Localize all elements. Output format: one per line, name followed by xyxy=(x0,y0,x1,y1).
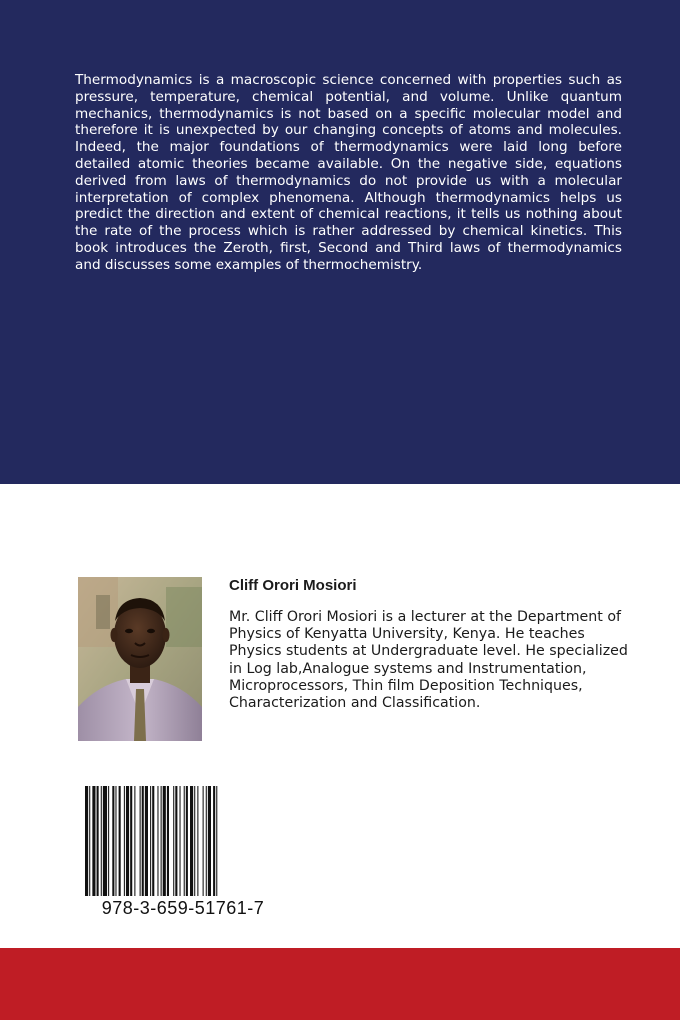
barcode-bar xyxy=(119,786,121,896)
barcode-bar xyxy=(92,786,95,896)
author-photo xyxy=(78,577,202,741)
barcode-bar xyxy=(197,786,198,896)
barcode-bar xyxy=(101,786,102,896)
barcode-bar xyxy=(186,786,188,896)
barcode xyxy=(72,778,294,926)
barcode-bar xyxy=(152,786,154,896)
author-portrait-image xyxy=(78,577,202,741)
barcode-bar xyxy=(89,786,90,896)
barcode-bar xyxy=(97,786,99,896)
barcode-bar xyxy=(161,786,162,896)
barcode-bar xyxy=(216,786,217,896)
barcode-bar xyxy=(184,786,185,896)
barcode-bar xyxy=(194,786,195,896)
barcode-bar xyxy=(190,786,193,896)
barcode-bar xyxy=(115,786,116,896)
barcode-bar xyxy=(126,786,129,896)
bottom-color-band xyxy=(0,948,680,1020)
isbn-number: 978-3-659-51761-7 xyxy=(101,898,265,918)
author-name: Cliff Orori Mosiori xyxy=(229,577,357,594)
barcode-bars-graphic xyxy=(84,786,282,896)
barcode-bar xyxy=(145,786,148,896)
barcode-bar xyxy=(150,786,151,896)
barcode-bar xyxy=(167,786,169,896)
barcode-bar xyxy=(85,786,88,896)
barcode-bar xyxy=(203,786,204,896)
barcode-bar xyxy=(140,786,141,896)
barcode-bar xyxy=(103,786,107,896)
barcode-bar xyxy=(112,786,114,896)
barcode-bar xyxy=(175,786,177,896)
barcode-bar xyxy=(163,786,166,896)
barcode-bar xyxy=(108,786,109,896)
barcode-bar xyxy=(134,786,135,896)
barcode-bar xyxy=(180,786,181,896)
barcode-bar xyxy=(142,786,144,896)
barcode-bar xyxy=(130,786,132,896)
barcode-bar xyxy=(173,786,174,896)
book-blurb: Thermodynamics is a macroscopic science concerned with properties such as pressure, temperature, chemical potential, and volume. Unlike quantum mechanics, thermodynamics is not based on a specific molecular model and therefore it is unexpected by our changing concepts of atoms and molecules. Indeed, the major foundations of thermodynamics were laid long before detailed atomic theories became available. On the negative side, equations derived from laws of thermodynamics do not provide us with a molecular interpretation of complex phenomena. Although thermodynamics helps us predict the direction and extent of chemical reactions, it tells us nothing about the rate of the process which is rather addressed by chemical kinetics. This book introduces the Zeroth, first, Second and Third laws of thermodynamics and discusses some examples of thermochemistry. xyxy=(75,72,622,273)
barcode-bar xyxy=(206,786,207,896)
author-bio: Mr. Cliff Orori Mosiori is a lecturer at the Department of Physics of Kenyatta University, Kenya. He teaches Physics students at Undergraduate level. He specialized in Log lab,Analogue systems and Instrumentation, Microprocessors, Thin film Deposition Techniques, Characterization and Classification. xyxy=(229,609,628,712)
barcode-bar xyxy=(208,786,211,896)
blurb-panel xyxy=(0,0,680,484)
barcode-bar xyxy=(213,786,215,896)
barcode-bar xyxy=(157,786,158,896)
barcode-bar xyxy=(124,786,125,896)
